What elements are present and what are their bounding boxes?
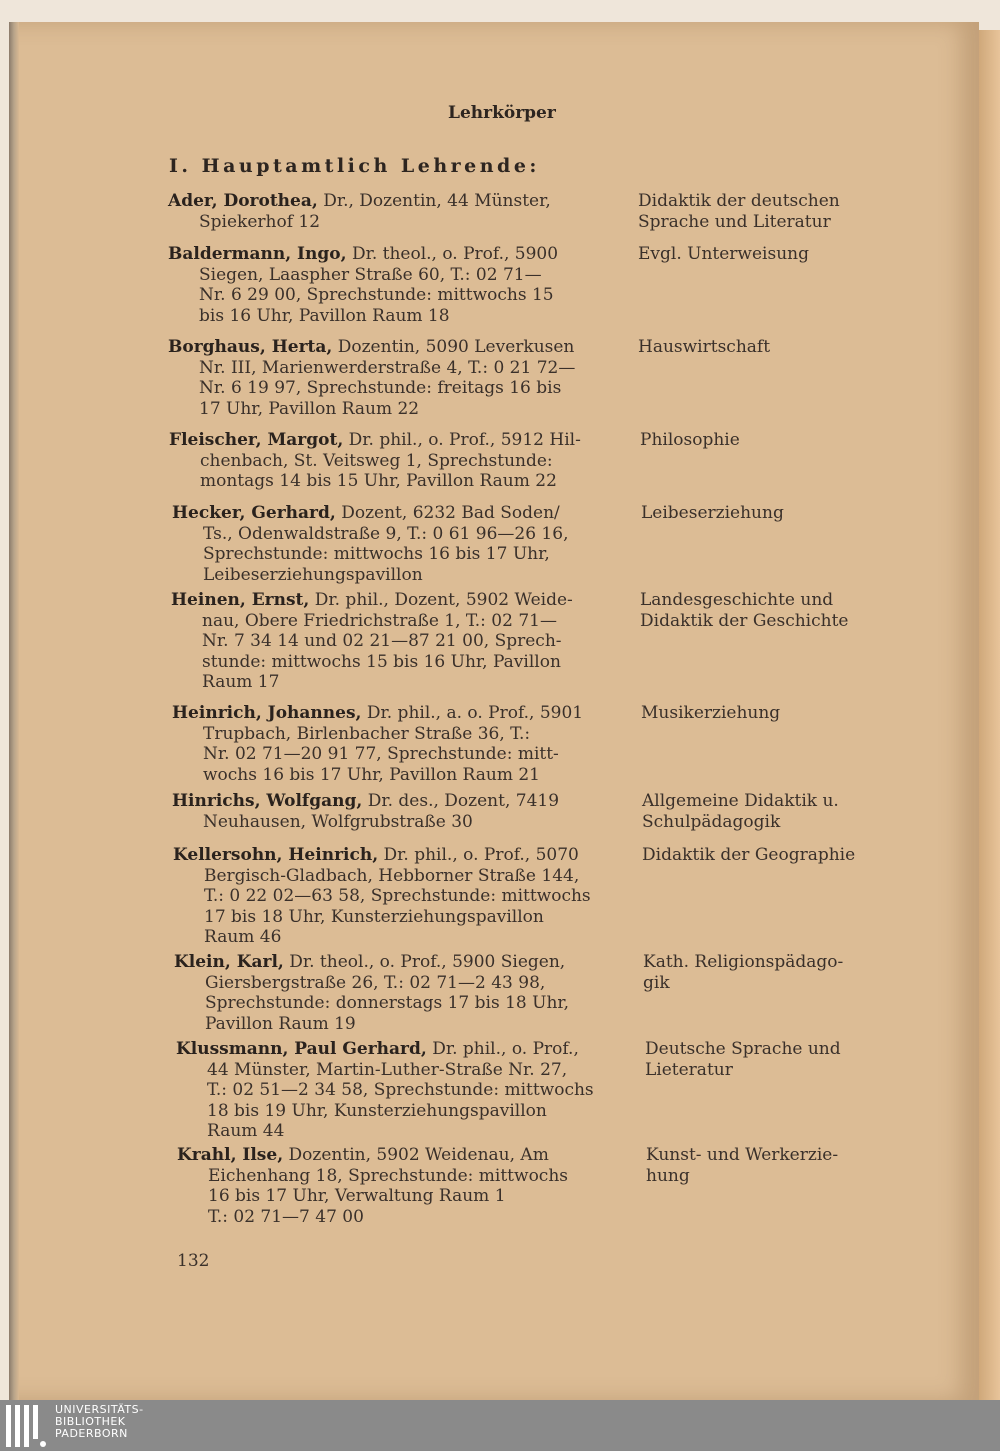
faculty-title-address: Dr. des., Dozent, 7419 [367,791,560,811]
faculty-name: Klein, Karl, [174,952,284,972]
teaching-subject [645,1039,881,1080]
entry-continuation-line: Raum 44 [207,1121,285,1141]
teaching-subject [638,191,874,232]
entry-continuation-line: Raum 46 [204,927,282,947]
subject-line: Philosophie [640,430,740,450]
faculty-title-address: Dr. phil., o. Prof., [432,1039,579,1059]
entry-continuation-line: montags 14 bis 15 Uhr, Pavillon Raum 22 [200,471,557,491]
faculty-title-address: Dr. phil., o. Prof., 5912 Hil- [348,430,581,450]
entry-continuation-line: Ts., Odenwaldstraße 9, T.: 0 61 96—26 16, [203,523,569,544]
entry-continuation-line: nau, Obere Friedrichstraße 1, T.: 02 71— [202,610,557,631]
subject-line: Allgemeine Didaktik u. [642,791,839,811]
entry-continuation-line: wochs 16 bis 17 Uhr, Pavillon Raum 21 [203,764,540,785]
entry-details [168,337,606,419]
faculty-name: Heinen, Ernst, [171,590,310,610]
subject-line: Sprache und Literatur [638,211,831,232]
faculty-name: Kellersohn, Heinrich, [173,845,379,865]
subject-line: hung [646,1165,690,1186]
entry-first-line [168,191,606,212]
page-number: 132 [177,1251,210,1271]
entry-continuation-line: Nr. 6 29 00, Sprechstunde: mittwochs 15 [199,285,554,305]
subject-line: Didaktik der Geschichte [640,610,849,631]
teaching-subject [638,244,874,265]
library-name: UNIVERSITÄTS- BIBLIOTHEK PADERBORN [55,1403,144,1440]
entry-continuation-line: T.: 02 71—7 47 00 [208,1206,364,1227]
entry-continuation-line: 17 Uhr, Pavillon Raum 22 [199,398,420,419]
faculty-name: Borghaus, Herta, [168,337,333,357]
faculty-title-address: Dozentin, 5902 Weidenau, Am [288,1145,549,1165]
entry-continuation-line: Nr. III, Marienwerderstraße 4, T.: 0 21 72— [199,357,576,378]
teaching-subject [638,337,874,358]
entry-first-line [169,430,607,451]
faculty-title-address: Dr. phil., Dozent, 5902 Weide- [314,590,573,610]
entry-first-line [174,952,612,973]
entry-continuation-line: 16 bis 17 Uhr, Verwaltung Raum 1 [208,1186,506,1206]
subject-line: Leibeserziehung [641,503,784,523]
subject-line: Kath. Religionspädago- [643,952,844,972]
faculty-name: Hecker, Gerhard, [172,503,336,523]
entry-details [173,845,611,948]
entry-continuation-line: Nr. 02 71—20 91 77, Sprechstunde: mitt- [203,744,559,764]
faculty-title-address: Dr. theol., o. Prof., 5900 [351,244,559,264]
entry-continuation-line: Siegen, Laaspher Straße 60, T.: 02 71— [199,264,542,285]
subject-line: Didaktik der deutschen [638,191,840,211]
entry-continuation-line: Sprechstunde: donnerstags 17 bis 18 Uhr, [205,993,570,1013]
library-footer-bar [0,1400,1000,1451]
entry-details [169,430,607,492]
entry-details [177,1145,615,1227]
entry-continuation-line: 18 bis 19 Uhr, Kunsterziehungspavillon [207,1100,547,1121]
entry-continuation-line: Giersbergstraße 26, T.: 02 71—2 43 98, [205,972,546,993]
entry-first-line [172,503,610,524]
entry-details [172,503,610,585]
entry-continuation-line: 17 bis 18 Uhr, Kunsterziehungspavillon [204,906,544,927]
entry-continuation-line: Neuhausen, Wolfgrubstraße 30 [203,811,473,832]
faculty-name: Fleischer, Margot, [169,430,344,450]
entry-details [172,791,610,832]
entry-continuation-line: Trupbach, Birlenbacher Straße 36, T.: [203,723,531,744]
subject-line: Musikerziehung [641,703,781,723]
faculty-name: Ader, Dorothea, [168,191,318,211]
entry-first-line [172,703,610,724]
section-heading: I. Hauptamtlich Lehrende: [169,155,540,177]
entry-continuation-line: stunde: mittwochs 15 bis 16 Uhr, Pavillon [202,651,561,672]
subject-line: Landesgeschichte und [640,590,834,610]
running-head: Lehrkörper [448,103,556,123]
entry-continuation-line: Pavillon Raum 19 [205,1013,356,1034]
subject-line: Evgl. Unterweisung [638,244,809,264]
subject-line: Didaktik der Geographie [642,845,856,865]
entry-details [168,191,606,232]
teaching-subject [642,845,878,866]
faculty-name: Baldermann, Ingo, [168,244,347,264]
teaching-subject [642,791,878,832]
entry-first-line [168,337,606,358]
entry-continuation-line: Sprechstunde: mittwochs 16 bis 17 Uhr, [203,544,550,564]
entry-first-line [176,1039,614,1060]
entry-details [171,590,609,693]
entry-continuation-line: Leibeserziehungspavillon [203,564,423,585]
faculty-title-address: Dr. phil., a. o. Prof., 5901 [366,703,584,723]
entry-continuation-line: Spiekerhof 12 [199,211,321,232]
entry-continuation-line: Raum 17 [202,672,280,692]
entry-continuation-line: Bergisch-Gladbach, Hebborner Straße 144, [204,865,580,886]
entry-details [174,952,612,1034]
adjacent-page-edge [979,30,1000,1400]
teaching-subject [641,703,877,724]
entry-continuation-line: Nr. 7 34 14 und 02 21—87 21 00, Sprech- [202,631,562,651]
page-gutter [9,22,19,1400]
teaching-subject [646,1145,882,1186]
entry-first-line [172,791,610,812]
faculty-title-address: Dozentin, 5090 Leverkusen [337,337,575,357]
subject-line: Deutsche Sprache und [645,1039,841,1059]
subject-line: gik [643,972,670,993]
faculty-name: Hinrichs, Wolfgang, [172,791,363,811]
faculty-title-address: Dozent, 6232 Bad Soden/ [341,503,560,523]
entry-continuation-line: chenbach, St. Veitsweg 1, Sprechstunde: [200,450,553,471]
teaching-subject [643,952,879,993]
faculty-name: Klussmann, Paul Gerhard, [176,1039,427,1059]
library-logo-icon [6,1405,46,1447]
faculty-name: Heinrich, Johannes, [172,703,362,723]
entry-details [176,1039,614,1142]
teaching-subject [640,590,876,631]
entry-first-line [173,845,611,866]
entry-continuation-line: bis 16 Uhr, Pavillon Raum 18 [199,305,450,326]
entry-first-line [177,1145,615,1166]
subject-line: Kunst- und Werkerzie- [646,1145,839,1165]
faculty-title-address: Dr. phil., o. Prof., 5070 [383,845,579,865]
entry-details [172,703,610,785]
teaching-subject [641,503,877,524]
subject-line: Lieteratur [645,1059,733,1080]
entry-continuation-line: T.: 02 51—2 34 58, Sprechstunde: mittwochs [207,1080,594,1100]
faculty-name: Krahl, Ilse, [177,1145,284,1165]
faculty-title-address: Dr. theol., o. Prof., 5900 Siegen, [289,952,566,972]
entry-first-line [171,590,609,611]
teaching-subject [640,430,876,451]
subject-line: Hauswirtschaft [638,337,771,357]
entry-continuation-line: 44 Münster, Martin-Luther-Straße Nr. 27, [207,1059,568,1080]
subject-line: Schulpädagogik [642,811,781,832]
entry-continuation-line: Nr. 6 19 97, Sprechstunde: freitags 16 bis [199,378,562,398]
entry-continuation-line: Eichenhang 18, Sprechstunde: mittwochs [208,1165,568,1186]
entry-continuation-line: T.: 0 22 02—63 58, Sprechstunde: mittwochs [204,886,591,906]
entry-first-line [168,244,606,265]
faculty-title-address: Dr., Dozentin, 44 Münster, [323,191,551,211]
entry-details [168,244,606,326]
